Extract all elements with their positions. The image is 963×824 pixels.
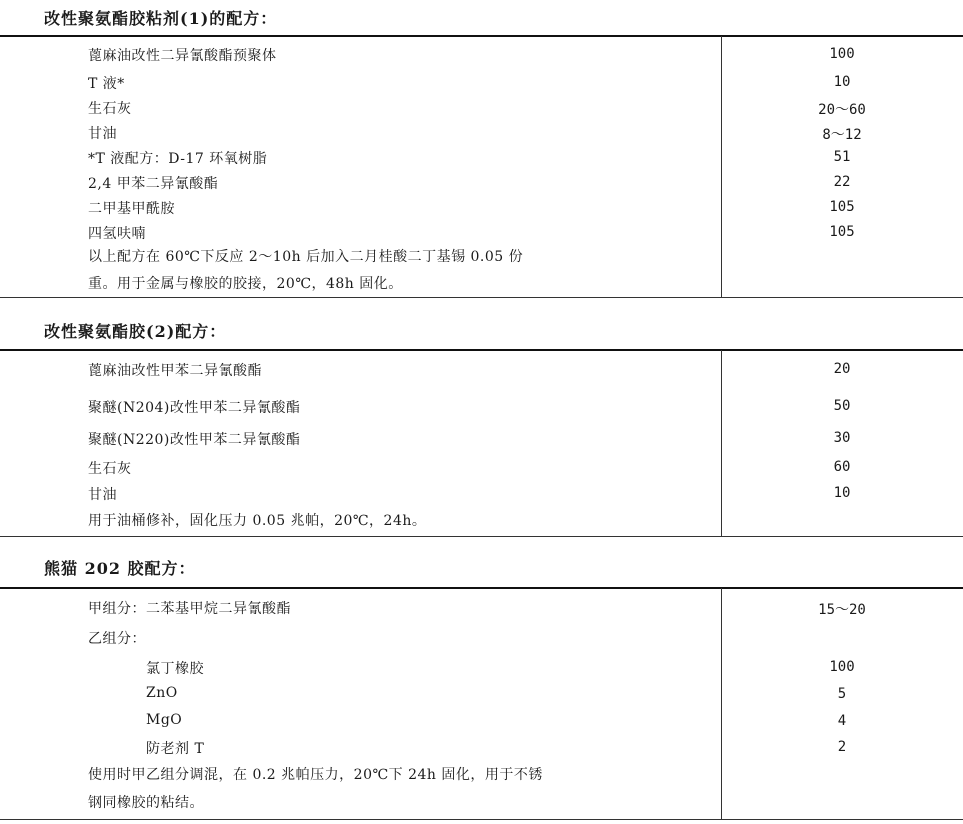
section2-heading: 改性聚氨酯胶(2)配方： bbox=[44, 322, 227, 341]
ingredient-amount: 10 bbox=[833, 485, 851, 501]
table-row bbox=[0, 394, 963, 418]
table-row bbox=[0, 426, 963, 450]
ingredient-amount: 51 bbox=[833, 149, 851, 165]
section3-heading: 熊猫 202 胶配方： bbox=[44, 559, 196, 578]
ingredient-amount: 60 bbox=[833, 459, 851, 475]
table-row bbox=[0, 682, 963, 706]
ingredient-amount: 8～12 bbox=[822, 127, 862, 143]
ingredient-amount: 100 bbox=[829, 46, 855, 62]
table-row bbox=[0, 735, 963, 759]
ingredient-label: ZnO bbox=[146, 685, 178, 701]
ingredient-amount: 105 bbox=[829, 199, 855, 215]
procedure-note: 重。用于金属与橡胶的胶接，20℃，48h 固化。 bbox=[88, 276, 403, 292]
ingredient-amount: 30 bbox=[833, 430, 851, 446]
table-row bbox=[0, 481, 963, 505]
ingredient-amount: 105 bbox=[829, 224, 855, 240]
table-row bbox=[0, 357, 963, 381]
table-row bbox=[0, 145, 963, 169]
procedure-note: 用于油桶修补，固化压力 0.05 兆帕，20℃，24h。 bbox=[88, 513, 427, 529]
table-row bbox=[0, 70, 963, 94]
procedure-note: 以上配方在 60℃下反应 2～10h 后加入二月桂酸二丁基锡 0.05 份 bbox=[88, 249, 524, 265]
section2-bottom-rule bbox=[0, 536, 963, 537]
ingredient-amount: 50 bbox=[833, 398, 851, 414]
ingredient-label: 蓖麻油改性甲苯二异氰酸酯 bbox=[88, 363, 262, 379]
table-row bbox=[0, 625, 963, 649]
ingredient-label: 甘油 bbox=[88, 126, 117, 142]
section2-top-rule bbox=[0, 349, 963, 351]
section1-bottom-rule bbox=[0, 297, 963, 298]
ingredient-label: 二甲基甲酰胺 bbox=[88, 201, 175, 217]
ingredient-amount: 20～60 bbox=[818, 102, 866, 118]
procedure-note: 钢同橡胶的粘结。 bbox=[88, 795, 204, 811]
table-row bbox=[0, 95, 963, 119]
ingredient-amount: 5 bbox=[837, 686, 847, 702]
ingredient-label: 蓖麻油改性二异氰酸酯预聚体 bbox=[88, 48, 277, 64]
ingredient-label: 氯丁橡胶 bbox=[146, 661, 204, 677]
ingredient-amount: 4 bbox=[837, 713, 847, 729]
ingredient-amount: 100 bbox=[829, 659, 855, 675]
ingredient-label: 生石灰 bbox=[88, 461, 132, 477]
ingredient-amount: 10 bbox=[833, 74, 851, 90]
ingredient-label: T 液* bbox=[88, 76, 125, 92]
ingredient-label: 乙组分： bbox=[88, 631, 146, 647]
ingredient-label: MgO bbox=[146, 712, 183, 728]
table-row bbox=[0, 170, 963, 194]
table-row bbox=[0, 120, 963, 144]
section3-bottom-rule bbox=[0, 819, 963, 820]
table-row bbox=[0, 220, 963, 244]
ingredient-label: 四氢呋喃 bbox=[88, 226, 146, 242]
table-row bbox=[0, 595, 963, 619]
ingredient-label: 甘油 bbox=[88, 487, 117, 503]
section1-heading: 改性聚氨酯胶粘剂(1)的配方： bbox=[44, 9, 278, 28]
ingredient-label: *T 液配方：D-17 环氧树脂 bbox=[88, 151, 268, 167]
table-row bbox=[0, 709, 963, 733]
ingredient-amount: 15～20 bbox=[818, 602, 866, 618]
table-row bbox=[0, 655, 963, 679]
table-row bbox=[0, 195, 963, 219]
section1-top-rule bbox=[0, 35, 963, 37]
ingredient-amount: 2 bbox=[837, 739, 847, 755]
ingredient-amount: 20 bbox=[833, 361, 851, 377]
ingredient-label: 聚醚(N204)改性甲苯二异氰酸酯 bbox=[88, 400, 301, 416]
ingredient-amount: 22 bbox=[833, 174, 851, 190]
section3-top-rule bbox=[0, 587, 963, 589]
table-row bbox=[0, 42, 963, 66]
ingredient-label: 甲组分：二苯基甲烷二异氰酸酯 bbox=[88, 601, 291, 617]
ingredient-label: 2,4 甲苯二异氰酸酯 bbox=[88, 176, 219, 192]
table-row bbox=[0, 455, 963, 479]
ingredient-label: 防老剂 T bbox=[146, 741, 205, 757]
ingredient-label: 生石灰 bbox=[88, 101, 132, 117]
procedure-note: 使用时甲乙组分调混，在 0.2 兆帕压力，20℃下 24h 固化，用于不锈 bbox=[88, 767, 543, 783]
ingredient-label: 聚醚(N220)改性甲苯二异氰酸酯 bbox=[88, 432, 301, 448]
